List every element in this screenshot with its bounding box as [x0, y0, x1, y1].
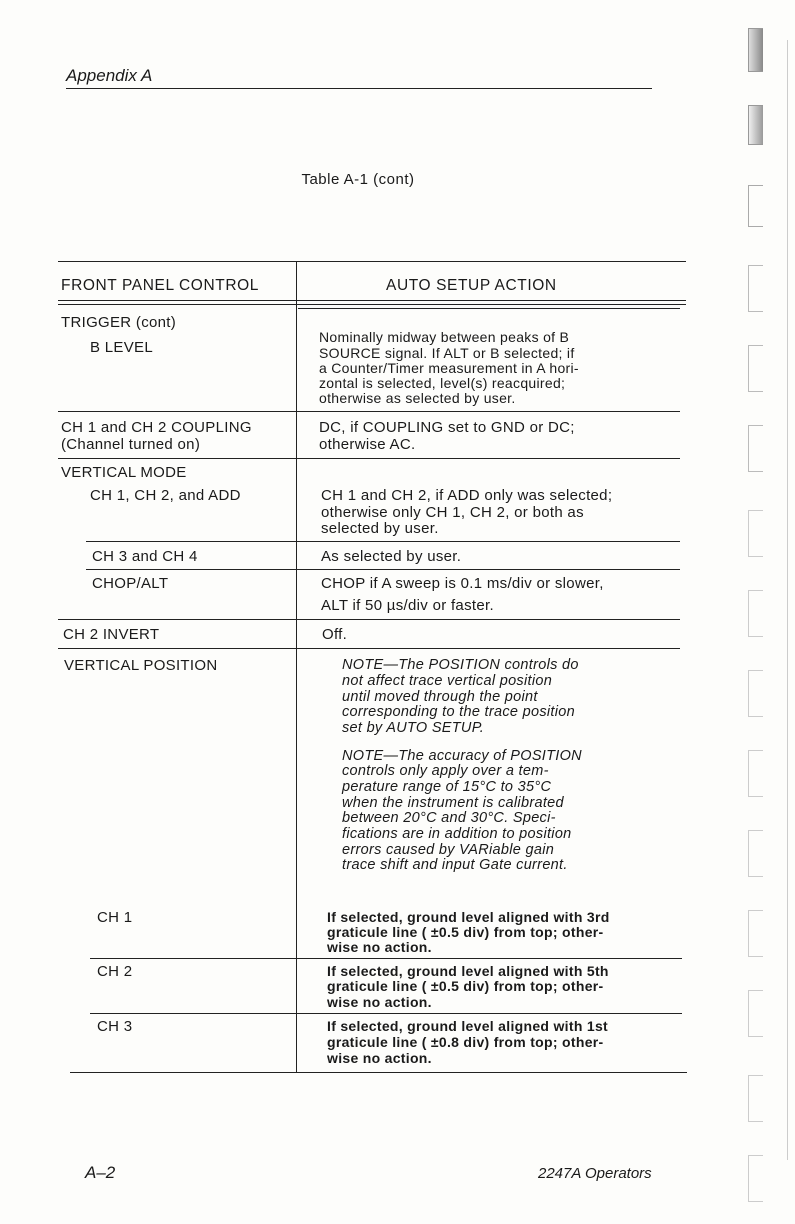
coupling-action-line: DC, if COUPLING set to GND or DC;	[319, 419, 575, 436]
note-position-line: not affect trace vertical position	[342, 673, 553, 689]
row-rule	[58, 411, 680, 412]
column-header-control: FRONT PANEL CONTROL	[61, 277, 259, 294]
index-tab-mark	[748, 910, 763, 957]
table-title: Table A-1 (cont)	[301, 171, 415, 188]
b-level-action-line: SOURCE signal. If ALT or B selected; if	[319, 345, 575, 361]
ch1-action-line: wise no action.	[327, 939, 432, 955]
ch3-action-line: graticule line ( ±0.8 div) from top; other-	[327, 1034, 604, 1050]
row-rule	[58, 458, 680, 459]
column-header-action: AUTO SETUP ACTION	[386, 277, 557, 294]
ch-add-action-line: CH 1 and CH 2, if ADD only was selected;	[321, 487, 613, 504]
table-top-rule	[58, 261, 686, 262]
ch34-label: CH 3 and CH 4	[92, 548, 198, 565]
section-header: Appendix A	[66, 66, 153, 85]
ch2-action-line: graticule line ( ±0.5 div) from top; other-	[327, 978, 604, 994]
index-tab-mark	[748, 425, 763, 472]
note-accuracy-line: between 20°C and 30°C. Speci-	[342, 810, 556, 826]
ch-add-action-line: selected by user.	[321, 520, 439, 537]
b-level-action-line: zontal is selected, level(s) reacquired;	[319, 375, 566, 391]
header-rule-3	[298, 308, 680, 309]
vertical-position-group-label: VERTICAL POSITION	[64, 657, 218, 674]
ch-add-action-line: otherwise only CH 1, CH 2, or both as	[321, 504, 584, 521]
ch3-action-line: wise no action.	[327, 1050, 432, 1066]
row-rule	[86, 569, 680, 570]
row-rule	[58, 619, 680, 620]
header-rule	[66, 88, 652, 89]
index-tab-mark	[748, 265, 763, 312]
header-rule-2	[58, 304, 686, 305]
b-level-action-line: Nominally midway between peaks of B	[319, 329, 570, 345]
index-tab-mark	[748, 830, 763, 877]
row-rule	[90, 1013, 682, 1014]
chop-alt-label: CHOP/ALT	[92, 575, 169, 592]
ch-add-label: CH 1, CH 2, and ADD	[90, 487, 241, 504]
note-accuracy-line: errors caused by VARiable gain	[342, 842, 555, 858]
index-tab-mark	[748, 28, 763, 72]
column-divider	[296, 261, 297, 1073]
note-position-line: corresponding to the trace position	[342, 704, 575, 720]
index-tab-mark	[748, 105, 763, 145]
table-bottom-rule	[70, 1072, 687, 1073]
row-rule	[58, 648, 680, 649]
note-accuracy-line: when the instrument is calibrated	[342, 795, 564, 811]
index-tab-mark	[748, 590, 763, 637]
trigger-group-label: TRIGGER (cont)	[61, 314, 177, 331]
index-tab-mark	[748, 990, 763, 1037]
page-number: A–2	[85, 1163, 116, 1182]
chop-alt-action-line: ALT if 50 µs/div or faster.	[321, 597, 494, 614]
note-accuracy-line: perature range of 15°C to 35°C	[342, 779, 552, 795]
index-tab-mark	[748, 670, 763, 717]
note-accuracy-line: trace shift and input Gate current.	[342, 857, 568, 873]
note-position-line: until moved through the point	[342, 689, 538, 705]
ch2-action-line: If selected, ground level aligned with 5th	[327, 963, 609, 979]
ch3-action-line: If selected, ground level aligned with 1st	[327, 1018, 608, 1034]
note-accuracy-line: fications are in addition to position	[342, 826, 572, 842]
index-tab-mark	[748, 345, 763, 392]
index-tab-mark	[748, 185, 763, 227]
coupling-sublabel: (Channel turned on)	[61, 436, 201, 453]
note-position-line: set by AUTO SETUP.	[342, 720, 485, 736]
note-accuracy-line: controls only apply over a tem-	[342, 763, 549, 779]
note-position-line: NOTE—The POSITION controls do	[342, 657, 579, 673]
coupling-action-line: otherwise AC.	[319, 436, 416, 453]
ch1-action-line: If selected, ground level aligned with 3rd	[327, 909, 610, 925]
ch34-action: As selected by user.	[321, 548, 462, 565]
ch2-invert-label: CH 2 INVERT	[63, 626, 160, 643]
ch3-label: CH 3	[97, 1018, 133, 1035]
page-edge-line	[787, 40, 788, 1160]
coupling-label: CH 1 and CH 2 COUPLING	[61, 419, 252, 436]
b-level-label: B LEVEL	[90, 339, 153, 356]
row-rule	[86, 541, 680, 542]
ch2-label: CH 2	[97, 963, 133, 980]
index-tab-mark	[748, 1075, 763, 1122]
vertical-mode-group-label: VERTICAL MODE	[61, 464, 187, 481]
ch1-label: CH 1	[97, 909, 133, 926]
note-accuracy-line: NOTE—The accuracy of POSITION	[342, 748, 582, 764]
ch1-action-line: graticule line ( ±0.5 div) from top; other-	[327, 924, 604, 940]
ch2-invert-action: Off.	[322, 626, 348, 643]
index-tab-mark	[748, 510, 763, 557]
document-name: 2247A Operators	[538, 1165, 652, 1182]
index-tab-mark	[748, 750, 763, 797]
index-tab-mark	[748, 1155, 763, 1202]
header-rule-1	[58, 300, 686, 301]
b-level-action-line: otherwise as selected by user.	[319, 390, 516, 406]
row-rule	[90, 958, 682, 959]
chop-alt-action-line: CHOP if A sweep is 0.1 ms/div or slower,	[321, 575, 604, 592]
ch2-action-line: wise no action.	[327, 994, 432, 1010]
b-level-action-line: a Counter/Timer measurement in A hori-	[319, 360, 579, 376]
